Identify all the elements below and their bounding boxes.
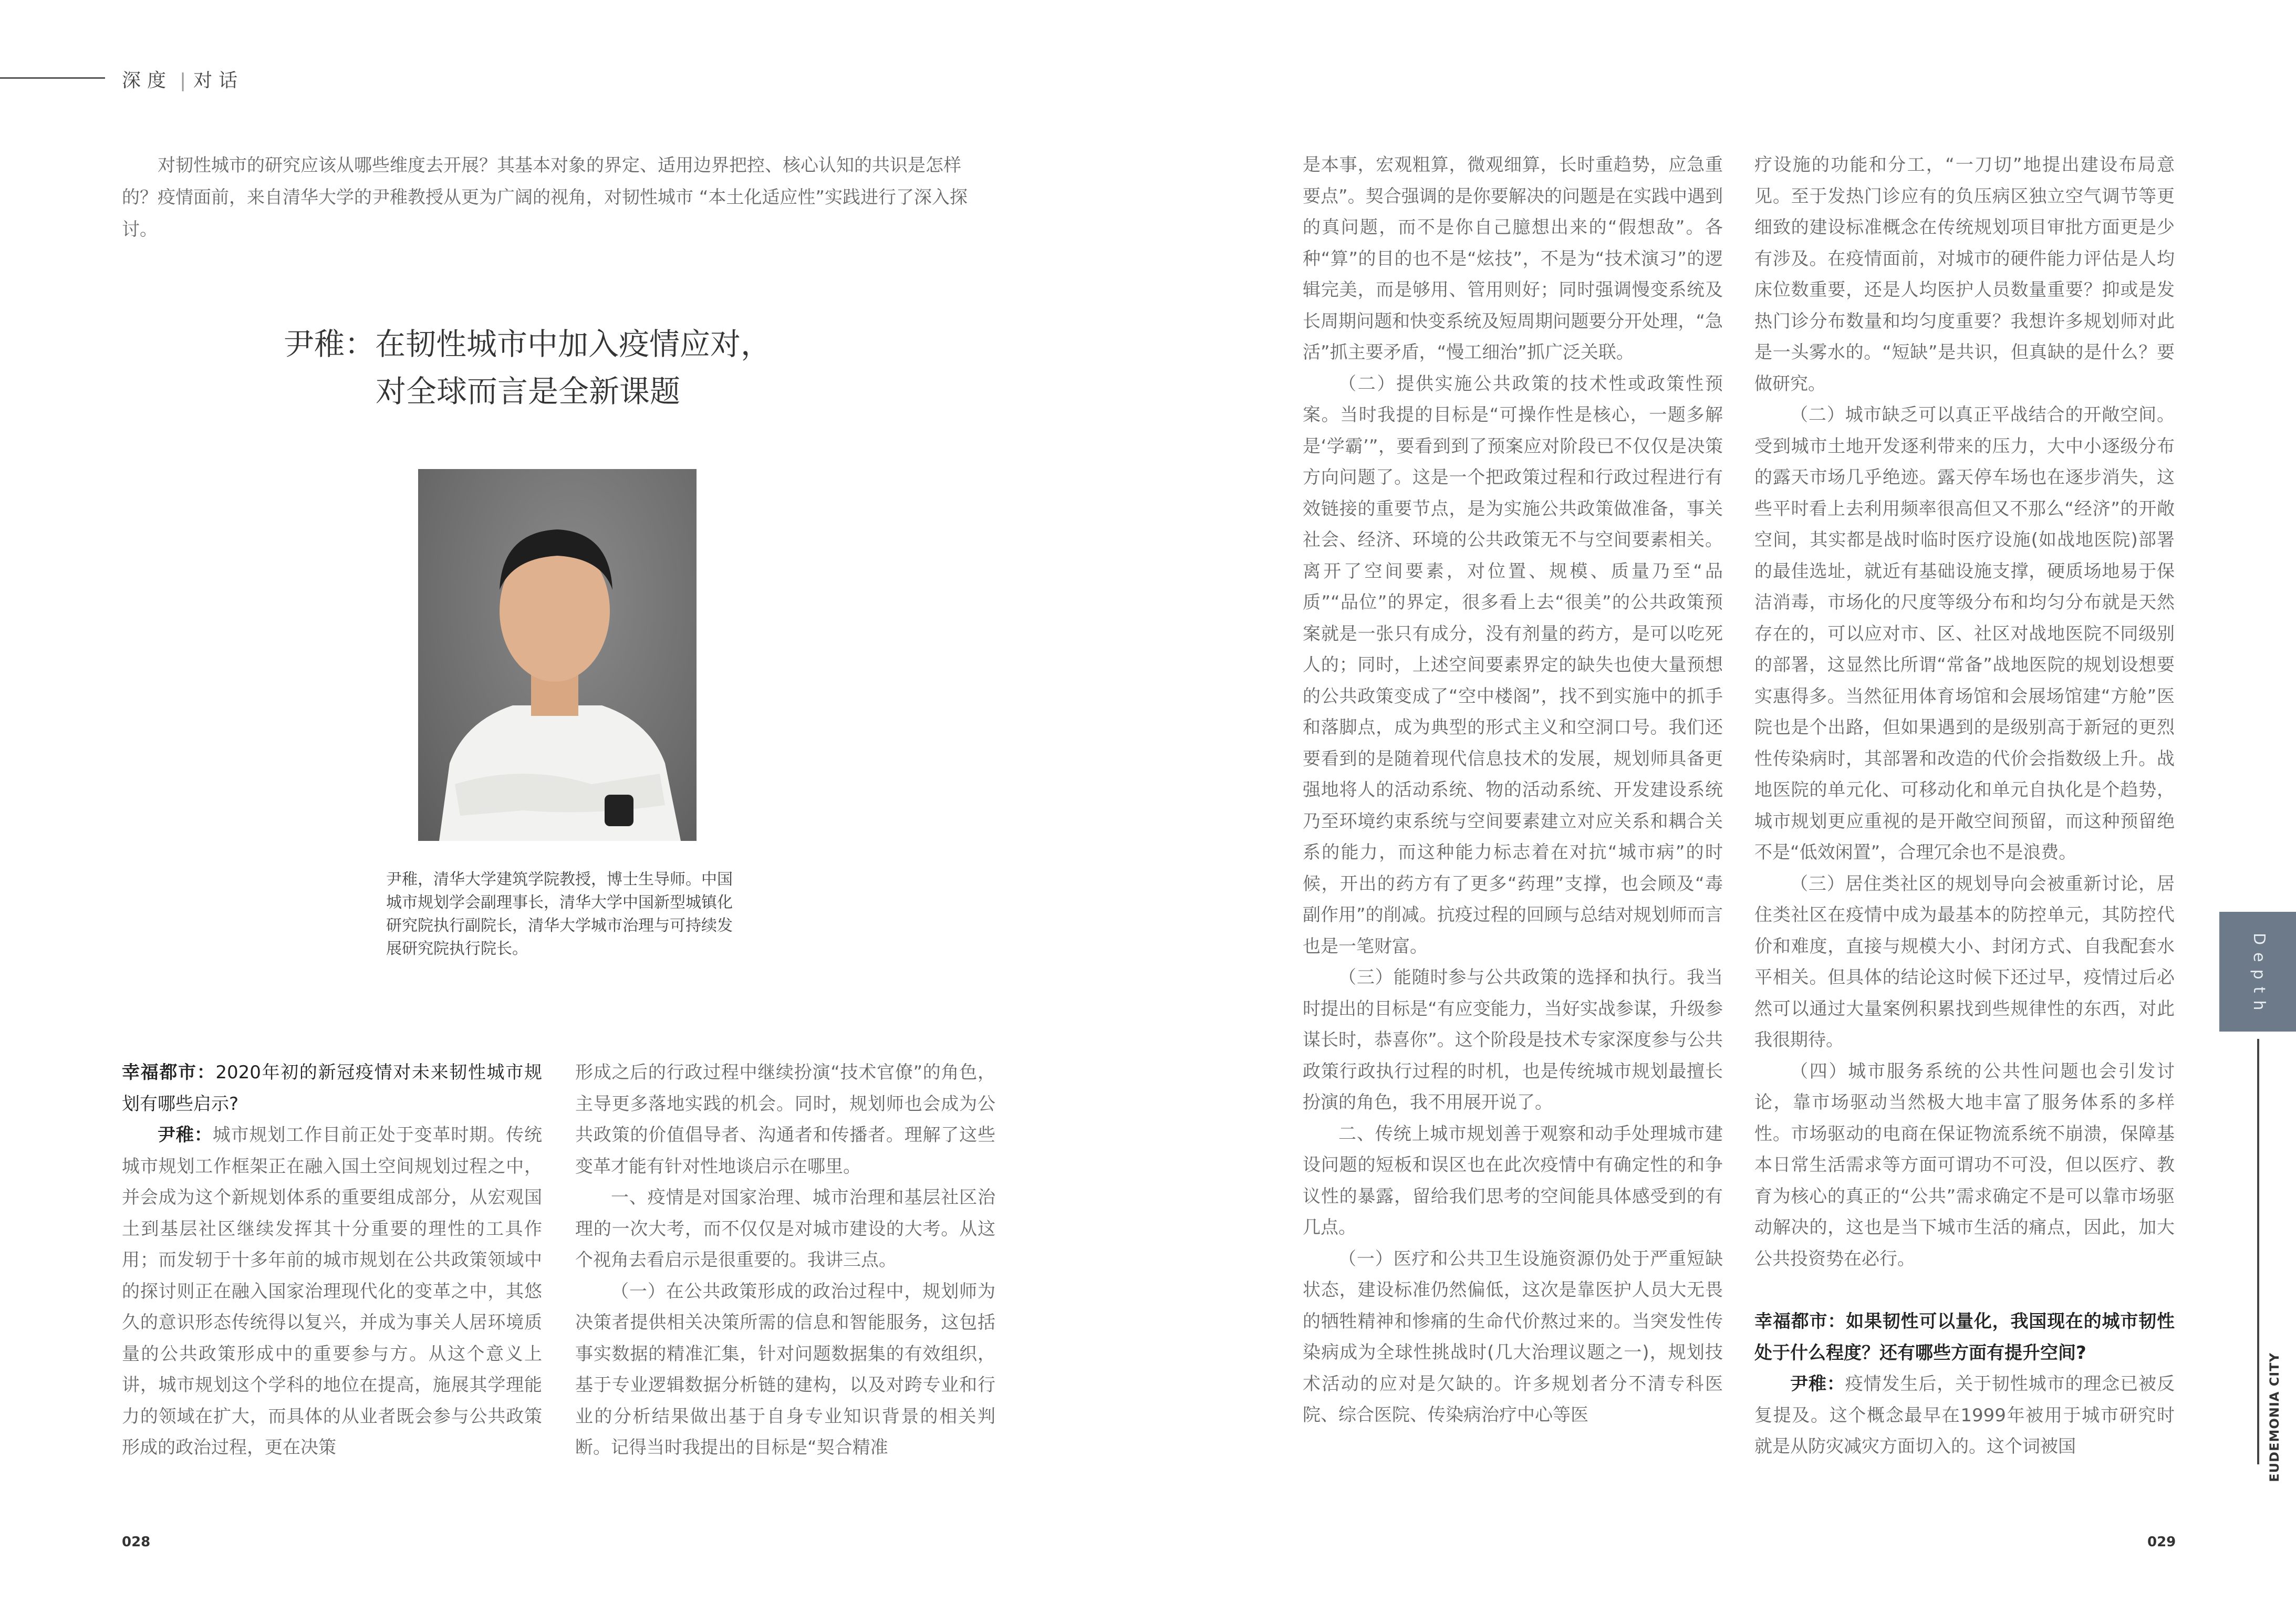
paragraph: （一）医疗和公共卫生设施资源仍处于严重短缺状态，建设标准仍然偏低，这次是靠医护人员大无畏的牺牲精神和惨痛的生命代价熬过来的。当突发性传染病成为全球性挑战时(几大治理议题之一)，规划技术活动的应对是欠缺的。许多规划者分不清专科医院、综合医院、传染病治疗中心等医 (1303, 1248, 1723, 1425)
paragraph: 二、传统上城市规划善于观察和动手处理城市建设问题的短板和误区也在此次疫情中有确定性的和争议性的暴露，留给我们思考的空间能具体感受到的有几点。 (1303, 1123, 1723, 1238)
title-line-1: 尹稚：在韧性城市中加入疫情应对， (284, 326, 772, 362)
magazine-name: EUDEMONIA CITY (2267, 1352, 2282, 1482)
paragraph: （三）能随时参与公共政策的选择和执行。我当时提出的目标是“有应变能力，当好实战参谋，升级参谋长时，恭喜你”。这个阶段是技术专家深度参与公共政策行政执行过程的时机，也是传统城市规划最擅长扮演的角色，我不用展开说了。 (1303, 967, 1723, 1113)
paragraph: （三）居住类社区的规划导向会被重新讨论，居住类社区在疫情中成为最基本的防控单元，其防控代价和难度，直接与规模大小、封闭方式、自我配套水平相关。但具体的结论这时候下还过早，疫情过后必然可以通过大量案例积累找到些规律性的东西，对此我很期待。 (1754, 873, 2175, 1050)
page-number-left: 028 (122, 1534, 151, 1550)
section-label (122, 66, 244, 92)
paragraph: 一、疫情是对国家治理、城市治理和基层社区治理的一次大考，而不仅仅是对城市建设的大考。从这个视角去看启示是很重要的。我讲三点。 (575, 1187, 995, 1271)
paragraph: 是本事，宏观粗算，微观细算，长时重趋势，应急重要点”。契合强调的是你要解决的问题是在实践中遇到的真问题，而不是你自己臆想出来的“假想敌”。各种“算”的目的也不是“炫技”，不是为“技术演习”的逻辑完美，而是够用、管用则好；同时强调慢变系统及长周期问题和快变系统及短周期问题要分开处理，“急活”抓主要矛盾，“慢工细治”抓广泛关联。 (1303, 154, 1723, 363)
paragraph: 疗设施的功能和分工，“一刀切”地提出建设布局意见。至于发热门诊应有的负压病区独立空气调节等更细致的建设标准概念在传统规划项目审批方面更是少有涉及。在疫情面前，对城市的硬件能力评估是人均床位数重要，还是人均医护人员数量重要？抑或是发热门诊分布数量和均匀度重要？我想许多规划师对此是一头雾水的。“短缺”是共识，但真缺的是什么？要做研究。 (1754, 154, 2175, 394)
answer-2 (1754, 1369, 2175, 1463)
photo-caption: 尹稚，清华大学建筑学院教授，博士生导师。中国城市规划学会副理事长，清华大学中国新型城镇化研究院执行副院长，清华大学城市治理与可持续发展研究院执行院长。 (386, 870, 733, 958)
column-2 (575, 1057, 995, 1464)
section-separator: | (180, 70, 186, 91)
column-4 (1754, 150, 2175, 1463)
column-1 (122, 1057, 542, 1464)
answer-speaker: 尹稚： (1790, 1373, 1845, 1395)
paragraph: （二）提供实施公共政策的技术性或政策性预案。当时我提的目标是“可操作性是核心，一题多解是‘学霸’”，要看到到了预案应对阶段已不仅仅是决策方向问题了。这是一个把政策过程和行政过程进行有效链接的重要节点，是为实施公共政策做准备，事关社会、经济、环境的公共政策无不与空间要素相关。离开了空间要素，对位置、规模、质量乃至“品质”“品位”的界定，很多看上去“很美”的公共政策预案就是一张只有成分，没有剂量的药方，是可以吃死人的；同时，上述空间要素界定的缺失也使大量预想的公共政策变成了“空中楼阁”，找不到实施中的抓手和落脚点，成为典型的形式主义和空洞口号。我们还要看到的是随着现代信息技术的发展，规划师具备更强地将人的活动系统、物的活动系统、开发建设系统乃至环境约束系统与空间要素建立对应关系和耦合关系的能力，而这种能力标志着在对抗“城市病”的时候，开出的药方有了更多“药理”支撑，也会顾及“毒副作用”的削减。抗疫过程的回顾与总结对规划师而言也是一笔财富。 (1303, 373, 1723, 957)
answer-1 (122, 1120, 542, 1464)
page-number-right: 029 (2147, 1534, 2176, 1550)
side-rule (2257, 1039, 2259, 1464)
column-3 (1303, 150, 1723, 1431)
question-text: 2020年初的新冠疫情对未来韧性城市规划有哪些启示? (122, 1062, 543, 1115)
question-1 (122, 1057, 542, 1120)
portrait-photo (418, 469, 697, 841)
subsection-name: 对话 (193, 70, 244, 91)
question-text: 如果韧性可以量化，我国现在的城市韧性处于什么程度？还有哪些方面有提升空间? (1754, 1311, 2175, 1364)
paragraph: （一）在公共政策形成的政治过程中，规划师为决策者提供相关决策所需的信息和智能服务，这包括事实数据的精准汇集，针对问题数据集的有效组织，基于专业逻辑数据分析链的建构，以及对跨专业和行业的分析结果做出基于自身专业知识背景的相关判断。记得当时我提出的目标是“契合精准 (575, 1281, 995, 1458)
side-tab-label: Depth (2250, 933, 2268, 1018)
question-speaker: 幸福都市： (122, 1062, 216, 1083)
article-title (284, 320, 861, 415)
question-2 (1754, 1306, 2175, 1369)
paragraph: （二）城市缺乏可以真正平战结合的开敞空间。受到城市土地开发逐利带来的压力，大中小逐级分布的露天市场几乎绝迹。露天停车场也在逐步消失，这些平时看上去利用频率很高但又不那么“经济”的开敞空间，其实都是战时临时医疗设施(如战地医院)部署的最佳选址，就近有基础设施支撑，硬质场地易于保洁消毒，市场化的尺度等级分布和均匀分布就是天然存在的，可以应对市、区、社区对战地医院不同级别的部署，这显然比所谓“常备”战地医院的规划设想要实惠得多。当然征用体育场馆和会展场馆建“方舱”医院也是个出路，但如果遇到的是级别高于新冠的更烈性传染病时，其部署和改造的代价会指数级上升。战地医院的单元化、可移动化和单元自执化是个趋势，城市规划更应重视的是开敞空间预留，而这种预留绝不是“低效闲置”，合理冗余也不是浪费。 (1754, 404, 2175, 863)
answer-speaker: 尹稚： (158, 1125, 213, 1146)
paragraph: 形成之后的行政过程中继续扮演“技术官僚”的角色，主导更多落地实践的机会。同时，规划师也会成为公共政策的价值倡导者、沟通者和传播者。理解了这些变革才能有针对性地谈启示在哪里。 (575, 1062, 995, 1177)
header-rule (0, 77, 105, 79)
title-line-2: 对全球而言是全新课题 (376, 373, 681, 409)
paragraph: （四）城市服务系统的公共性问题也会引发讨论，靠市场驱动当然极大地丰富了服务体系的多样性。市场驱动的电商在保证物流系统不崩溃，保障基本日常生活需求等方面可谓功不可没，但以医疗、教育为核心的真正的“公共”需求确定不是可以靠市场驱动解决的，这也是当下城市生活的痛点，因此，加大公共投资势在必行。 (1754, 1060, 2175, 1269)
section-side-tab (2219, 912, 2296, 1032)
answer-text: 疫情发生后，关于韧性城市的理念已被反复提及。这个概念最早在1999年被用于城市研究时就是从防灾减灾方面切入的。这个词被国 (1754, 1373, 2175, 1457)
intro-paragraph: 对韧性城市的研究应该从哪些维度去开展？其基本对象的界定、适用边界把控、核心认知的共识是怎样的？疫情面前，来自清华大学的尹稚教授从更为广阔的视角，对韧性城市 “本土化适应性”实践进行了深入探讨。 (122, 155, 968, 240)
answer-text: 城市规划工作目前正处于变革时期。传统城市规划工作框架正在融入国土空间规划过程之中，并会成为这个新规划体系的重要组成部分，从宏观国土到基层社区继续发挥其十分重要的理性的工具作用；而发轫于十多年前的城市规划在公共政策领域中的探讨则正在融入国家治理现代化的变革之中，其悠久的意识形态传统得以复兴，并成为事关人居环境质量的公共政策形成中的重要参与方。从这个意义上讲，城市规划这个学科的地位在提高，施展其学理能力的领域在扩大，而具体的从业者既会参与公共政策形成的政治过程，更在决策 (122, 1125, 543, 1458)
section-name: 深度 (122, 70, 173, 91)
question-speaker: 幸福都市： (1754, 1311, 1846, 1332)
